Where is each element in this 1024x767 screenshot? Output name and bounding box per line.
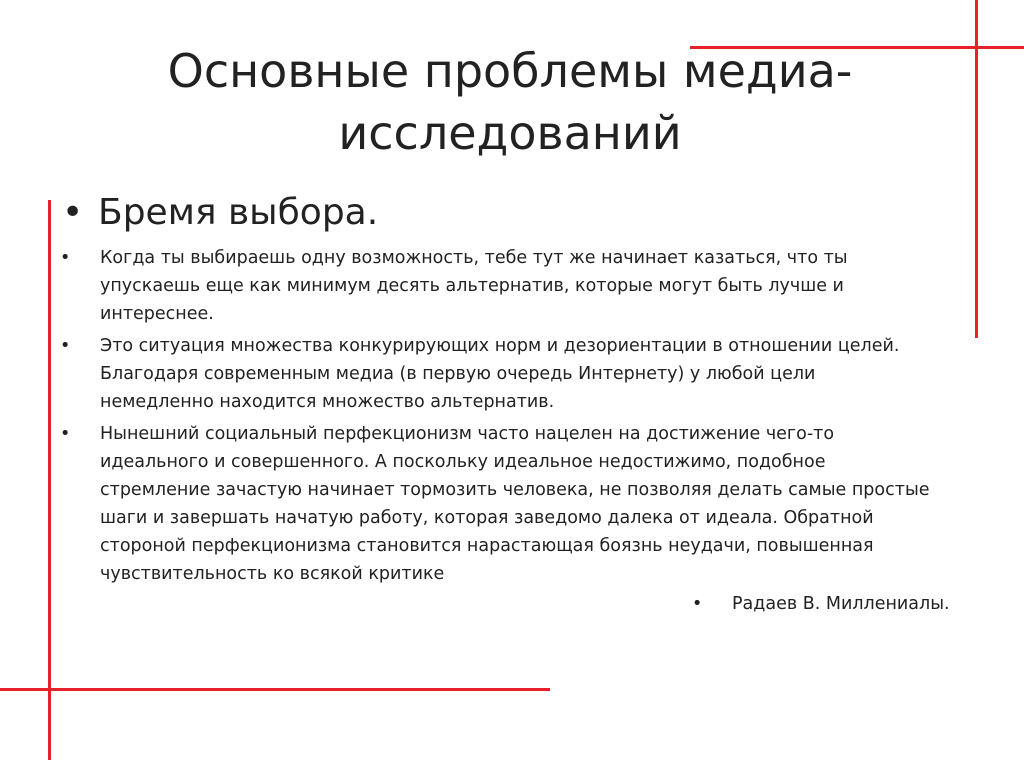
bullet-icon: •	[60, 424, 71, 444]
paragraph-text: Это ситуация множества конкурирующих норм и дезориентации в отношении целей. Благодаря современным медиа (в первую очередь Интернету) у любой цели немедленно находится множество альтернатив.	[100, 336, 900, 412]
section-heading: Бремя выбора.	[98, 192, 379, 233]
paragraph-text: Нынешний социальный перфекционизм часто нацелен на достижение чего-то идеального и совершенного. А поскольку идеальное недостижимо, подобное стремление зачастую начинает тормозить человека, не позволяя делать самые простые шаги и завершать начатую работу, которая заведомо далека от идеала. Обратной стороной перфекционизма становится нарастающая боязнь неудачи, повышенная чувствительность ко всякой критике	[100, 424, 930, 584]
slide-title	[100, 40, 920, 164]
main-bullet	[62, 188, 378, 238]
paragraph-text: Когда ты выбираешь одну возможность, тебе тут же начинает казаться, что ты упускаешь еще как минимум десять альтернатив, которые могут быть лучше и интереснее.	[100, 248, 848, 324]
red-line-right-vertical	[975, 0, 978, 338]
bullet-icon: •	[60, 336, 71, 356]
slide-title-line-2: исследований	[338, 106, 682, 160]
bullet-icon: •	[62, 192, 84, 233]
bullet-icon: •	[60, 248, 71, 268]
paragraph-3	[60, 420, 940, 588]
bullet-icon: •	[692, 594, 703, 614]
slide-title-line-1: Основные проблемы медиа-	[167, 44, 853, 98]
red-line-bottom-horizontal	[0, 688, 550, 691]
red-line-left-vertical	[48, 200, 51, 760]
paragraph-2	[60, 332, 940, 416]
source-text: Радаев В. Миллениалы.	[732, 594, 950, 614]
source-citation	[692, 590, 950, 618]
paragraph-1	[60, 244, 940, 328]
